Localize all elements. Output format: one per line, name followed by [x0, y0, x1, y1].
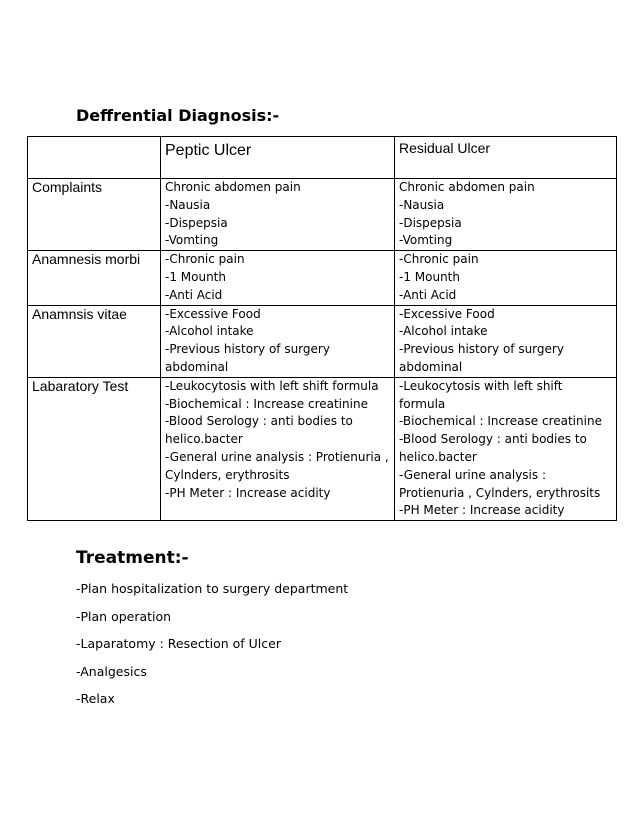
cell-line: -Chronic pain — [399, 252, 479, 267]
table-row-anamnesis-vitae — [28, 305, 617, 377]
row-label: Complaints — [28, 179, 161, 251]
cell-line: -Nausia — [165, 197, 211, 212]
cell-line: -Dispepsia — [399, 215, 462, 230]
differential-diagnosis-table — [27, 136, 617, 521]
cell-line: -1 Mounth — [165, 269, 226, 284]
cell-line: -Vomting — [399, 233, 453, 248]
residual-cell — [395, 251, 617, 305]
treatment-item: -Analgesics — [76, 664, 147, 679]
cell-line: Cylnders, erythrosits — [165, 467, 290, 482]
residual-cell — [395, 377, 617, 520]
cell-line: -Nausia — [399, 197, 445, 212]
cell-line: abdominal — [399, 359, 463, 374]
treatment-item: -Laparatomy : Resection of Ulcer — [76, 636, 281, 651]
cell-line: helico.bacter — [165, 432, 243, 447]
cell-line: -Leukocytosis with left shift formula — [165, 378, 379, 393]
table-row-laboratory-test — [28, 377, 617, 520]
differential-diagnosis-title: Deffrential Diagnosis:- — [76, 106, 280, 125]
peptic-cell — [161, 305, 395, 377]
table-header-row — [28, 137, 617, 179]
peptic-cell — [161, 251, 395, 305]
cell-line: -Excessive Food — [399, 306, 495, 321]
treatment-title: Treatment:- — [76, 548, 189, 568]
treatment-item: -Relax — [76, 691, 115, 706]
cell-line: Chronic abdomen pain — [399, 180, 535, 194]
peptic-cell — [161, 179, 395, 251]
header-empty-cell — [28, 137, 161, 179]
cell-line: formula — [399, 396, 446, 411]
treatment-item: -Plan operation — [76, 609, 172, 624]
peptic-cell — [161, 377, 395, 520]
row-label: Labaratory Test — [28, 377, 161, 520]
row-label: Anamnesis morbi — [28, 251, 161, 305]
cell-line: -Dispepsia — [165, 215, 228, 230]
header-peptic-ulcer: Peptic Ulcer — [161, 137, 395, 179]
table-row-complaints — [28, 179, 617, 251]
cell-line: -Anti Acid — [165, 287, 223, 302]
cell-line: -Previous history of surgery — [165, 342, 330, 357]
cell-line: -PH Meter : Increase acidity — [399, 503, 565, 518]
cell-line: -Excessive Food — [165, 306, 261, 321]
treatment-item: -Plan hospitalization to surgery department — [76, 581, 349, 596]
cell-line: -Leukocytosis with left shift — [399, 378, 563, 393]
cell-line: -Chronic pain — [165, 252, 245, 267]
cell-line: -Biochemical : Increase creatinine — [165, 396, 368, 411]
cell-line: -Vomting — [165, 233, 219, 248]
cell-line: -Biochemical : Increase creatinine — [399, 414, 602, 429]
cell-line: -Previous history of surgery — [399, 342, 564, 357]
cell-line: -1 Mounth — [399, 269, 460, 284]
cell-line: -General urine analysis : — [399, 467, 546, 482]
header-residual-ulcer: Residual Ulcer — [395, 137, 617, 179]
cell-line: Chronic abdomen pain — [165, 180, 301, 194]
cell-line: -Anti Acid — [399, 287, 457, 302]
residual-cell — [395, 305, 617, 377]
cell-line: -General urine analysis : Protienuria , — [165, 449, 389, 464]
cell-line: -PH Meter : Increase acidity — [165, 485, 331, 500]
cell-line: helico.bacter — [399, 449, 477, 464]
row-label: Anamnsis vitae — [28, 305, 161, 377]
cell-line: abdominal — [165, 359, 229, 374]
cell-line: Protienuria , Cylnders, erythrosits — [399, 485, 601, 500]
cell-line: -Alcohol intake — [165, 324, 254, 339]
table-row-anamnesis-morbi — [28, 251, 617, 305]
cell-line: -Blood Serology : anti bodies to — [165, 414, 353, 429]
cell-line: -Alcohol intake — [399, 324, 488, 339]
cell-line: -Blood Serology : anti bodies to — [399, 432, 587, 447]
residual-cell — [395, 179, 617, 251]
